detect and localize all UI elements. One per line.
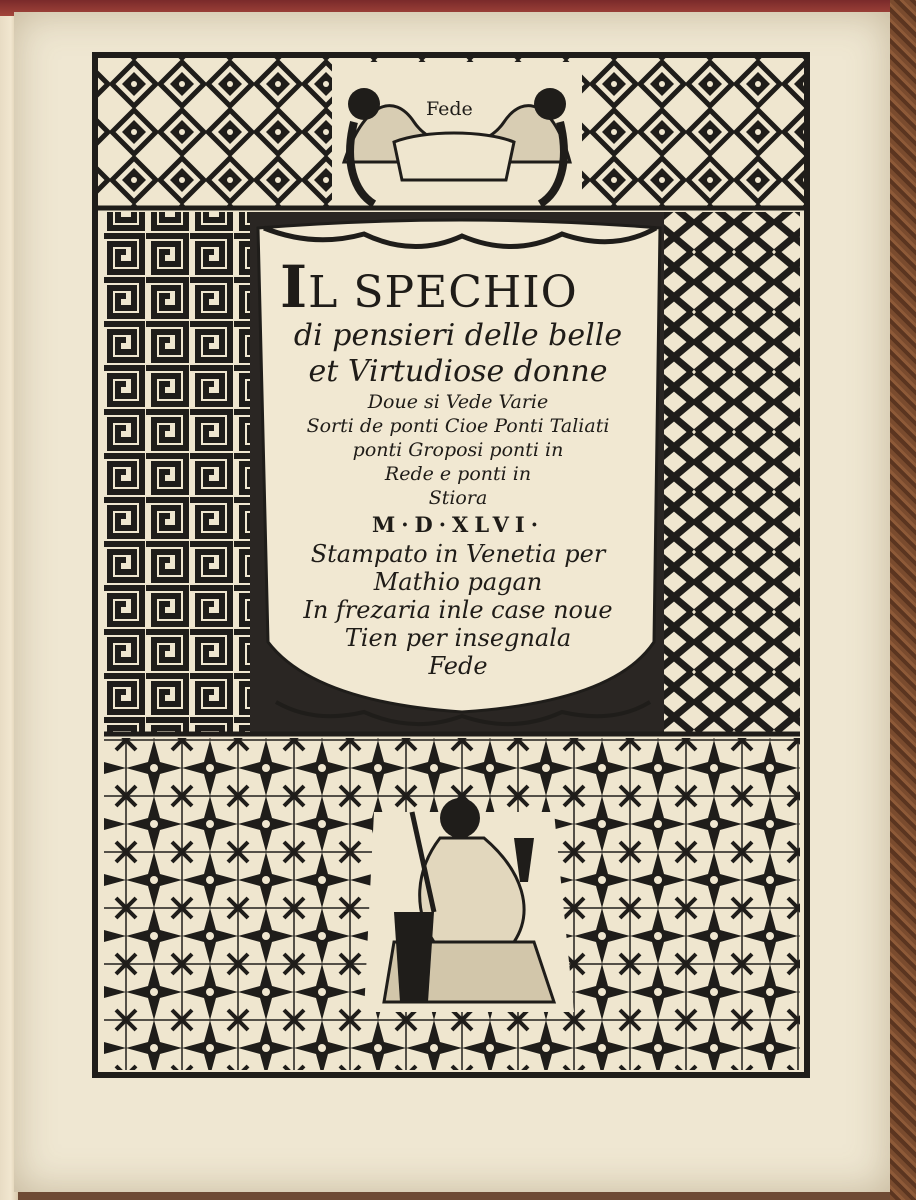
title-line-3: et Virtudiose donne xyxy=(308,354,608,389)
book-binding-right xyxy=(890,0,916,1200)
imprint-line-2: Mathio pagan xyxy=(373,568,543,596)
title-main xyxy=(258,253,658,321)
title-line-2: di pensieri delle belle xyxy=(293,318,623,353)
title-line-5: Sorti de ponti Cioe Ponti Taliati xyxy=(306,415,610,437)
header-label: Fede xyxy=(426,98,473,120)
imprint-line-3: In frezaria inle case noue xyxy=(303,596,613,624)
title-line-6: ponti Groposi ponti in xyxy=(352,439,564,461)
title-main-rest: L SPECHIO xyxy=(308,267,578,318)
title-initial: I xyxy=(280,253,309,321)
title-block xyxy=(258,248,658,680)
title-line-8: Stiora xyxy=(428,487,488,509)
imprint-line-1: Stampato in Venetia per xyxy=(310,540,606,568)
title-line-4: Doue si Vede Varie xyxy=(367,391,549,413)
publication-date: M·D·XLVI· xyxy=(371,512,545,537)
imprint-line-4: Tien per insegnala xyxy=(344,624,572,652)
title-line-7: Rede e ponti in xyxy=(384,463,532,485)
book-page xyxy=(14,12,890,1192)
imprint-line-5: Fede xyxy=(428,652,488,680)
